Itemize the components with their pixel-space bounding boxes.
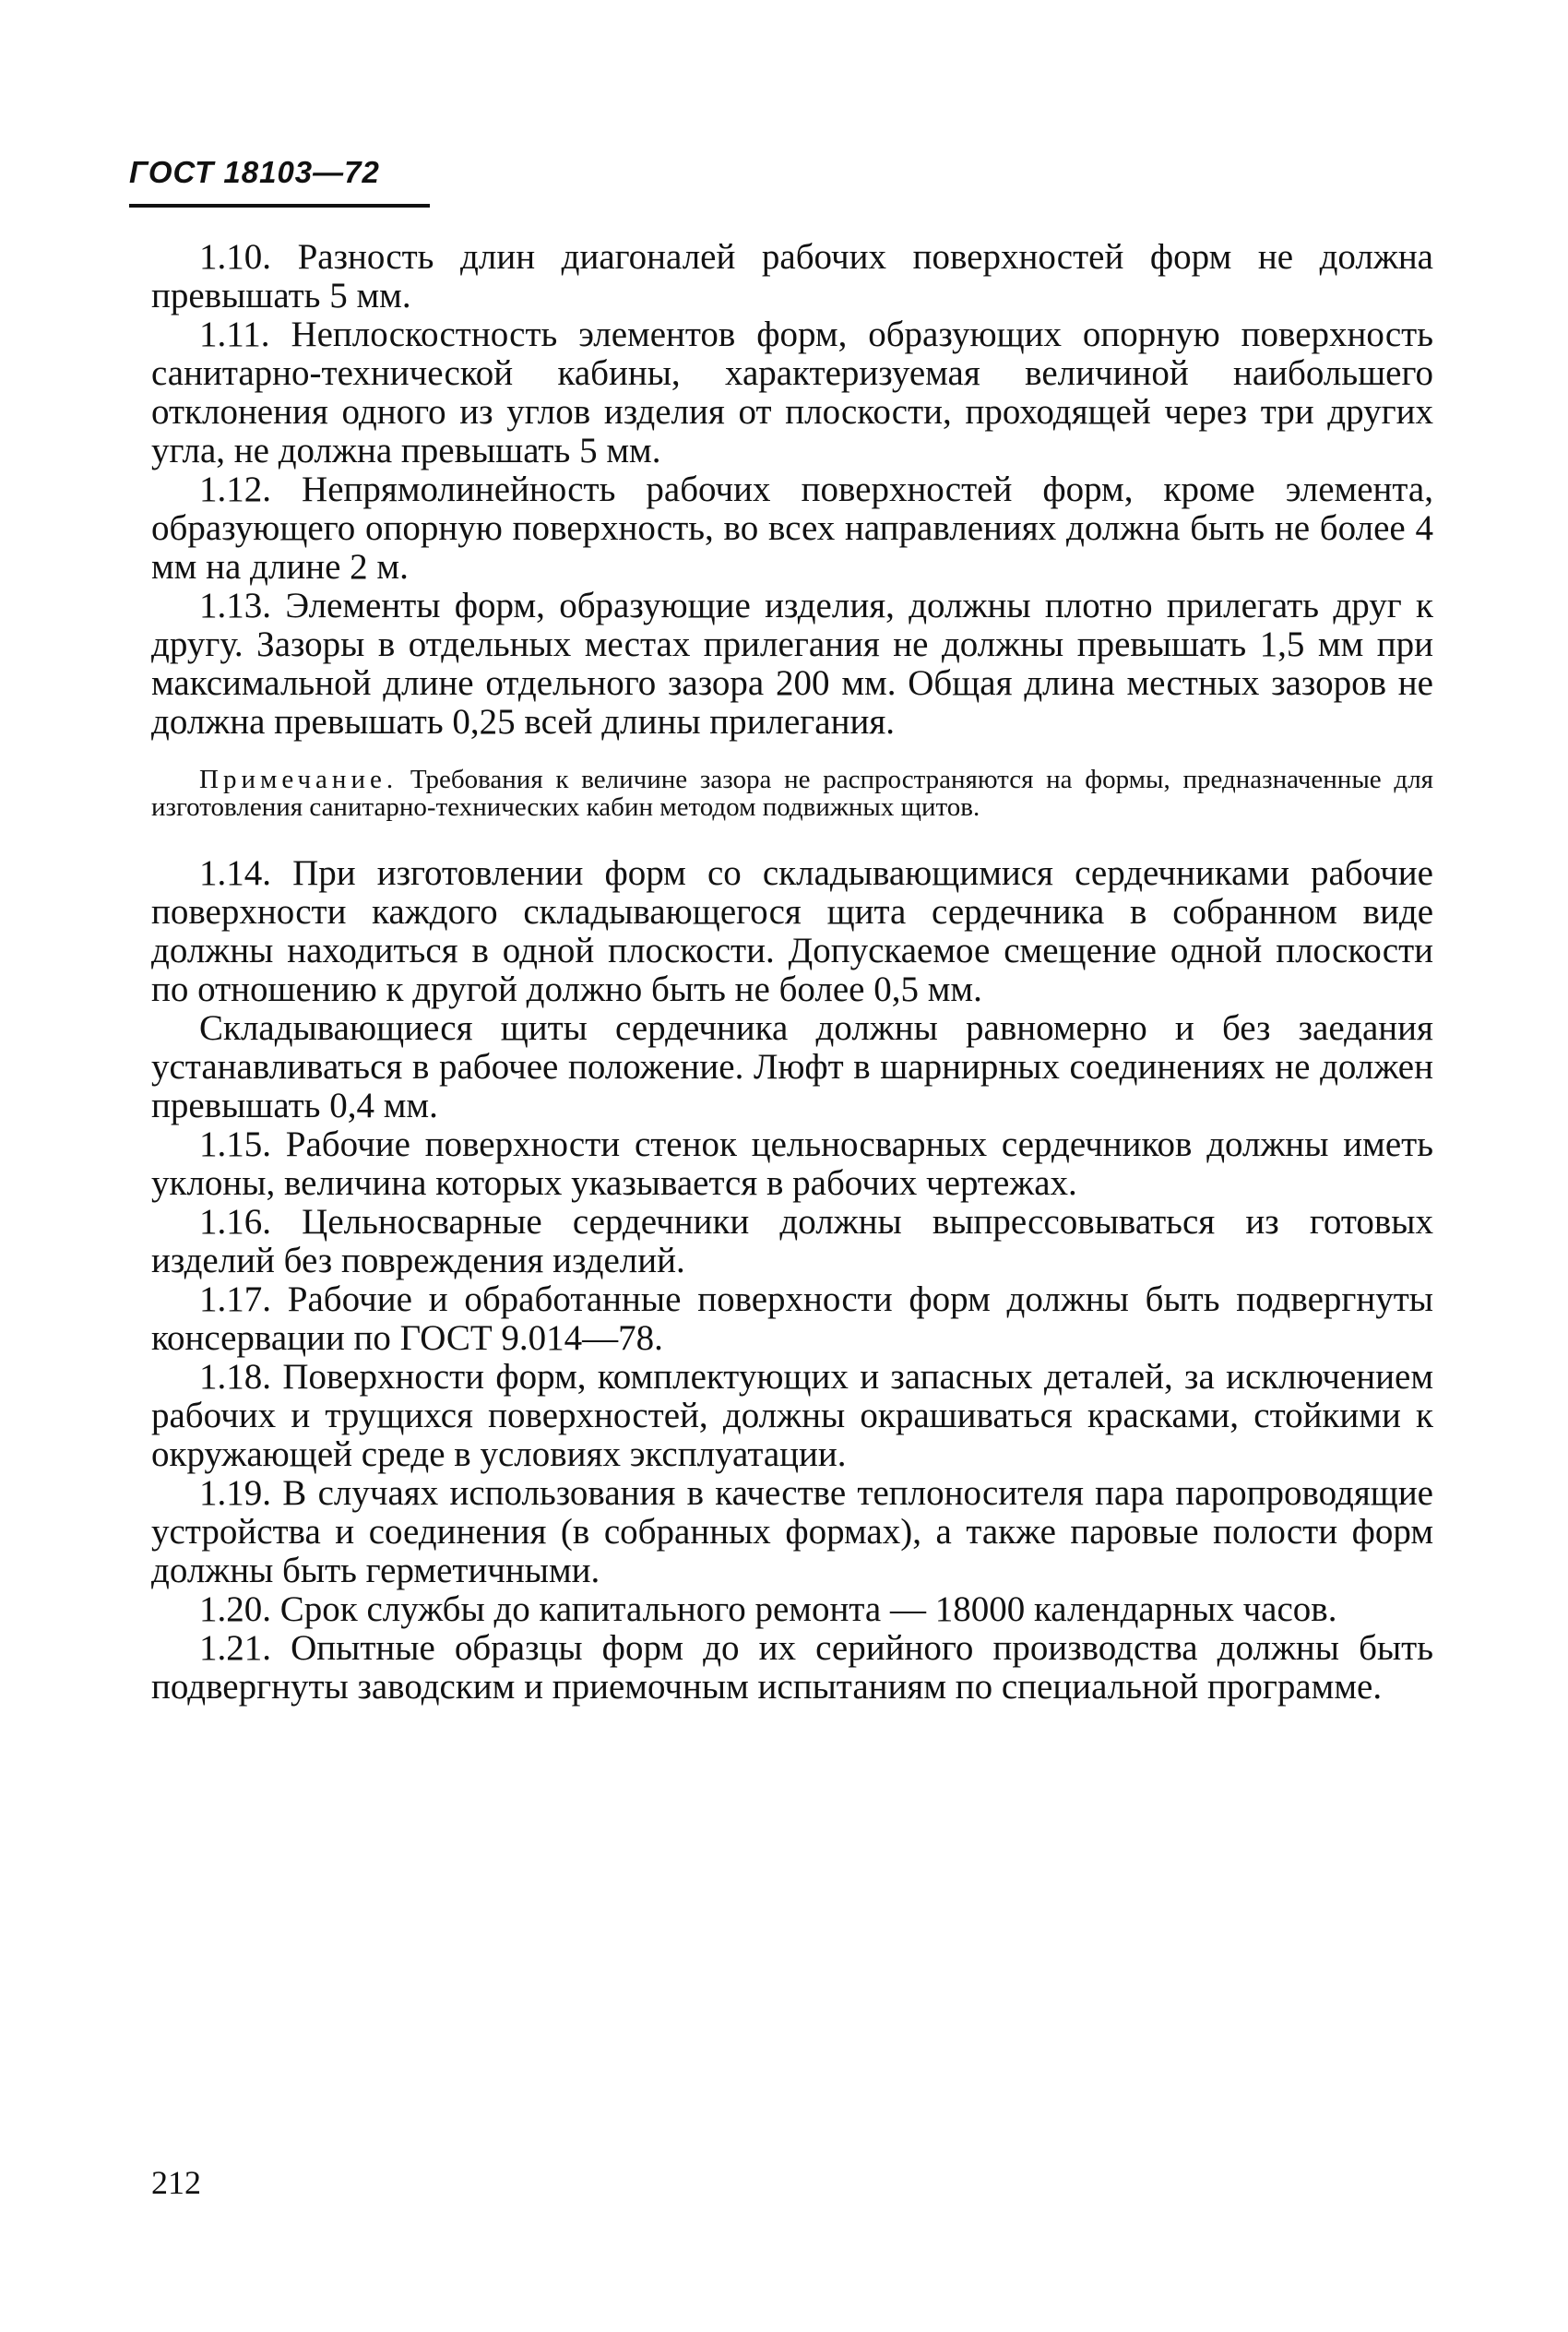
clause-1-18: 1.18. Поверхности форм, комплектующих и запасных деталей, за исключением рабочих и трущихся поверхностей, должны окрашиваться красками, стойкими к окружающей среде в условиях эксплуатации. xyxy=(151,1357,1433,1474)
note-label: Примечание. xyxy=(199,765,398,794)
header-rule xyxy=(129,204,430,208)
clause-1-17: 1.17. Рабочие и обработанные поверхности форм должны быть подвергнуты консервации по ГОСТ 9.014—78. xyxy=(151,1279,1433,1358)
clause-1-14-continued: Складывающиеся щиты сердечника должны равномерно и без заедания устанавливаться в рабочее положение. Люфт в шарнирных соединениях не должен превышать 0,4 мм. xyxy=(151,1008,1433,1125)
clause-1-21: 1.21. Опытные образцы форм до их серийного производства должны быть подвергнуты заводским и приемочным испытаниям по специальной программе. xyxy=(151,1628,1433,1707)
clause-1-13: 1.13. Элементы форм, образующие изделия, должны плотно прилегать друг к другу. Зазоры в отдельных местах прилегания не должны превышать 1,5 мм при максимальной длине отдельного зазора 200 мм. Общая длина местных зазоров не должна превышать 0,25 всей длины прилегания. xyxy=(151,586,1433,742)
clause-1-16: 1.16. Цельносварные сердечники должны выпрессовываться из готовых изделий без повреждения изделий. xyxy=(151,1202,1433,1280)
standard-header: ГОСТ 18103—72 xyxy=(129,155,380,189)
note-text: Требования к величине зазора не распространяются на формы, предназначенные для изготовления санитарно-технических кабин методом подвижных щитов. xyxy=(151,765,1434,822)
clause-1-11: 1.11. Неплоскостность элементов форм, образующих опорную поверхность санитарно-технической кабины, характеризуемая величиной наибольшего отклонения одного из углов изделия от плоскости, проходящей через три других угла, не должна превышать 5 мм. xyxy=(151,315,1433,470)
clause-1-14: 1.14. При изготовлении форм со складывающимися сердечниками рабочие поверхности каждого складывающегося щита сердечника в собранном виде должны находиться в одной плоскости. Допускаемое смещение одной плоскости по отношению к другой должно быть не более 0,5 мм. xyxy=(151,853,1433,1009)
clause-1-10: 1.10. Разность длин диагоналей рабочих поверхностей форм не должна превышать 5 мм. xyxy=(151,237,1433,315)
clause-1-20: 1.20. Срок службы до капитального ремонта — 18000 календарных часов. xyxy=(199,1589,1337,1629)
page-number: 212 xyxy=(151,2164,201,2201)
clause-1-12: 1.12. Непрямолинейность рабочих поверхностей форм, кроме элемента, образующего опорную поверхность, во всех направлениях должна быть не более 4 мм на длине 2 м. xyxy=(151,470,1433,587)
clause-1-15: 1.15. Рабочие поверхности стенок цельносварных сердечников должны иметь уклоны, величина которых указывается в рабочих чертежах. xyxy=(151,1124,1433,1203)
clause-1-19: 1.19. В случаях использования в качестве теплоносителя пара паропроводящие устройства и соединения (в собранных формах), а также паровые полости форм должны быть герметичными. xyxy=(151,1473,1433,1590)
document-body xyxy=(151,238,1433,1707)
note-block xyxy=(151,766,1433,821)
